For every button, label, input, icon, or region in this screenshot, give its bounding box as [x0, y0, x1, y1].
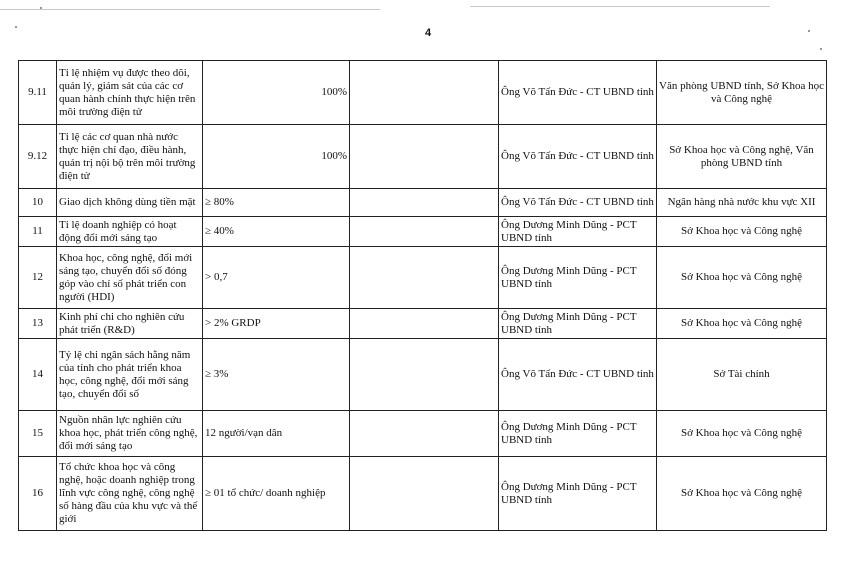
table-row — [19, 247, 827, 309]
scan-dot — [15, 26, 17, 28]
scan-line-right — [470, 6, 770, 7]
responsible-person: Ông Dương Minh Dũng - PCT UBND tỉnh — [499, 309, 657, 339]
lead-agency: Sở Tài chính — [657, 339, 827, 411]
lead-agency: Văn phòng UBND tỉnh, Sở Khoa học và Công nghệ — [657, 61, 827, 125]
row-number: 13 — [19, 309, 57, 339]
blank-cell — [350, 339, 499, 411]
lead-agency: Sở Khoa học và Công nghệ — [657, 309, 827, 339]
scan-dot — [808, 30, 810, 32]
responsible-person: Ông Dương Minh Dũng - PCT UBND tỉnh — [499, 411, 657, 457]
table-row — [19, 339, 827, 411]
indicator-table — [18, 60, 827, 531]
page-number: 4 — [424, 27, 432, 39]
row-number: 10 — [19, 189, 57, 217]
target-value: > 2% GRDP — [203, 309, 350, 339]
blank-cell — [350, 125, 499, 189]
indicator-name: Giao dịch không dùng tiền mặt — [57, 189, 203, 217]
row-number: 9.12 — [19, 125, 57, 189]
row-number: 12 — [19, 247, 57, 309]
lead-agency: Ngân hàng nhà nước khu vực XII — [657, 189, 827, 217]
target-value: 100% — [203, 125, 350, 189]
indicator-name: Nguồn nhân lực nghiên cứu khoa học, phát triển công nghệ, đổi mới sáng tạo — [57, 411, 203, 457]
blank-cell — [350, 411, 499, 457]
indicator-name: Tỉ lệ nhiệm vụ được theo dõi, quản lý, giám sát của các cơ quan hành chính thực hiện trên môi trường điện tử — [57, 61, 203, 125]
lead-agency: Sở Khoa học và Công nghệ — [657, 247, 827, 309]
table-row — [19, 309, 827, 339]
indicator-name: Tỉ lệ các cơ quan nhà nước thực hiện chỉ đạo, điều hành, quản trị nội bộ trên môi trường điện tử — [57, 125, 203, 189]
blank-cell — [350, 247, 499, 309]
indicator-name: Kinh phí chi cho nghiên cứu phát triển (R&D) — [57, 309, 203, 339]
responsible-person: Ông Võ Tấn Đức - CT UBND tỉnh — [499, 61, 657, 125]
lead-agency: Sở Khoa học và Công nghệ — [657, 217, 827, 247]
target-value: ≥ 3% — [203, 339, 350, 411]
indicator-name: Tỉ lệ doanh nghiệp có hoạt động đổi mới sáng tạo — [57, 217, 203, 247]
scan-dot — [40, 7, 42, 9]
row-number: 14 — [19, 339, 57, 411]
blank-cell — [350, 61, 499, 125]
indicator-name: Tổ chức khoa học và công nghệ, hoặc doanh nghiệp trong lĩnh vực công nghệ, công nghệ số hàng đầu của khu vực và thế giới — [57, 457, 203, 531]
responsible-person: Ông Võ Tấn Đức - CT UBND tỉnh — [499, 339, 657, 411]
scan-line-left — [0, 9, 380, 10]
target-value: 12 người/vạn dân — [203, 411, 350, 457]
row-number: 16 — [19, 457, 57, 531]
row-number: 9.11 — [19, 61, 57, 125]
table-row — [19, 411, 827, 457]
blank-cell — [350, 189, 499, 217]
blank-cell — [350, 309, 499, 339]
table-row — [19, 189, 827, 217]
responsible-person: Ông Võ Tấn Đức - CT UBND tỉnh — [499, 189, 657, 217]
table-row — [19, 61, 827, 125]
table-row — [19, 217, 827, 247]
table-row — [19, 125, 827, 189]
responsible-person: Ông Dương Minh Dũng - PCT UBND tỉnh — [499, 457, 657, 531]
lead-agency: Sở Khoa học và Công nghệ, Văn phòng UBND tỉnh — [657, 125, 827, 189]
responsible-person: Ông Võ Tấn Đức - CT UBND tỉnh — [499, 125, 657, 189]
responsible-person: Ông Dương Minh Dũng - PCT UBND tỉnh — [499, 217, 657, 247]
blank-cell — [350, 217, 499, 247]
lead-agency: Sở Khoa học và Công nghệ — [657, 411, 827, 457]
blank-cell — [350, 457, 499, 531]
scan-dot — [820, 48, 822, 50]
target-value: 100% — [203, 61, 350, 125]
target-value: ≥ 80% — [203, 189, 350, 217]
target-value: ≥ 01 tổ chức/ doanh nghiệp — [203, 457, 350, 531]
target-value: > 0,7 — [203, 247, 350, 309]
indicator-name: Khoa học, công nghệ, đổi mới sáng tạo, chuyển đổi số đóng góp vào chỉ số phát triển con người (HDI) — [57, 247, 203, 309]
lead-agency: Sở Khoa học và Công nghệ — [657, 457, 827, 531]
target-value: ≥ 40% — [203, 217, 350, 247]
row-number: 15 — [19, 411, 57, 457]
row-number: 11 — [19, 217, 57, 247]
responsible-person: Ông Dương Minh Dũng - PCT UBND tỉnh — [499, 247, 657, 309]
table-row — [19, 457, 827, 531]
indicator-name: Tỷ lệ chi ngân sách hằng năm của tỉnh cho phát triển khoa học, công nghệ, đổi mới sáng tạo, chuyển đổi số — [57, 339, 203, 411]
